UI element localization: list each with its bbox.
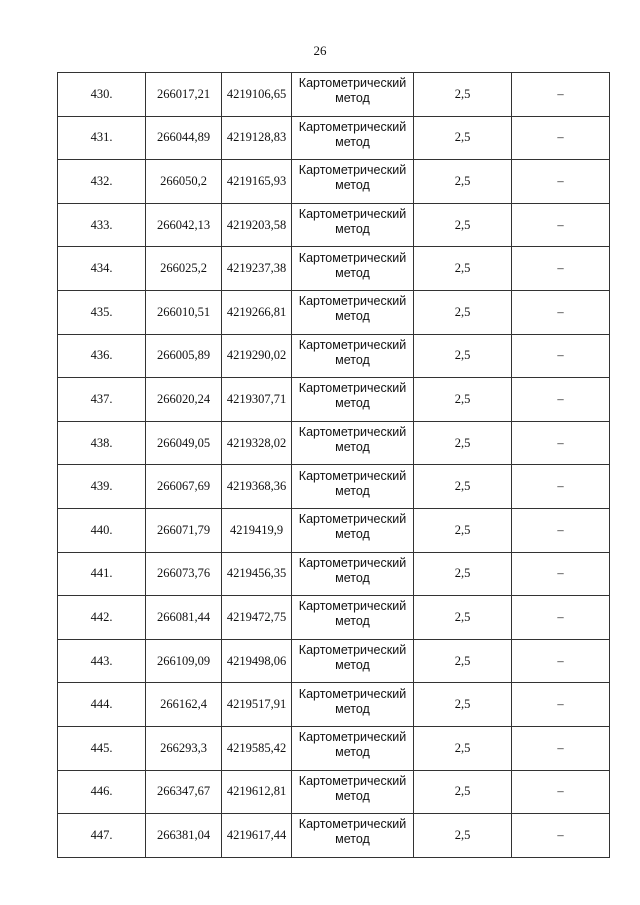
x-coordinate: 266347,67 [146,770,222,814]
table-row [58,683,610,727]
accuracy-value: 2,5 [414,726,512,770]
accuracy-value: 2,5 [414,290,512,334]
determination-method [292,596,414,640]
point-number: 441. [58,552,146,596]
y-coordinate: 4219617,44 [222,814,292,858]
method-line-2: метод [335,309,370,324]
y-coordinate: 4219456,35 [222,552,292,596]
x-coordinate: 266067,69 [146,465,222,509]
determination-method [292,247,414,291]
accuracy-value: 2,5 [414,552,512,596]
accuracy-value: 2,5 [414,160,512,204]
point-number: 439. [58,465,146,509]
coordinates-table [57,72,610,858]
method-line-1: Картометрический [298,381,407,396]
method-line-1: Картометрический [298,643,407,658]
accuracy-value: 2,5 [414,683,512,727]
accuracy-value: 2,5 [414,73,512,117]
y-coordinate: 4219419,9 [222,508,292,552]
accuracy-value: 2,5 [414,508,512,552]
y-coordinate: 4219498,06 [222,639,292,683]
point-number: 447. [58,814,146,858]
y-coordinate: 4219266,81 [222,290,292,334]
point-number: 437. [58,378,146,422]
accuracy-value: 2,5 [414,596,512,640]
x-coordinate: 266020,24 [146,378,222,422]
table-row [58,290,610,334]
note-value: – [512,334,610,378]
table-row [58,247,610,291]
accuracy-value: 2,5 [414,814,512,858]
x-coordinate: 266162,4 [146,683,222,727]
method-line-2: метод [335,527,370,542]
determination-method [292,116,414,160]
method-line-1: Картометрический [298,773,407,788]
note-value: – [512,552,610,596]
method-line-1: Картометрический [298,294,407,309]
method-line-1: Картометрический [298,686,407,701]
x-coordinate: 266071,79 [146,508,222,552]
table-row [58,203,610,247]
point-number: 430. [58,73,146,117]
x-coordinate: 266081,44 [146,596,222,640]
note-value: – [512,378,610,422]
table-row [58,552,610,596]
determination-method [292,726,414,770]
method-line-2: метод [335,178,370,193]
table-row [58,465,610,509]
method-line-2: метод [335,222,370,237]
y-coordinate: 4219517,91 [222,683,292,727]
x-coordinate: 266010,51 [146,290,222,334]
method-line-1: Картометрический [298,425,407,440]
method-line-2: метод [335,614,370,629]
point-number: 446. [58,770,146,814]
point-number: 432. [58,160,146,204]
method-line-1: Картометрический [298,512,407,527]
method-line-2: метод [335,396,370,411]
x-coordinate: 266005,89 [146,334,222,378]
method-line-1: Картометрический [298,555,407,570]
method-line-2: метод [335,483,370,498]
y-coordinate: 4219307,71 [222,378,292,422]
table-row [58,116,610,160]
y-coordinate: 4219328,02 [222,421,292,465]
note-value: – [512,814,610,858]
x-coordinate: 266025,2 [146,247,222,291]
x-coordinate: 266073,76 [146,552,222,596]
note-value: – [512,683,610,727]
method-line-2: метод [335,788,370,803]
method-line-1: Картометрический [298,250,407,265]
x-coordinate: 266293,3 [146,726,222,770]
method-line-1: Картометрический [298,468,407,483]
determination-method [292,290,414,334]
coordinates-table-body [58,73,610,858]
y-coordinate: 4219290,02 [222,334,292,378]
method-line-2: метод [335,134,370,149]
x-coordinate: 266381,04 [146,814,222,858]
table-row [58,770,610,814]
note-value: – [512,508,610,552]
determination-method [292,552,414,596]
x-coordinate: 266044,89 [146,116,222,160]
note-value: – [512,73,610,117]
table-row [58,726,610,770]
method-line-2: метод [335,265,370,280]
note-value: – [512,726,610,770]
determination-method [292,639,414,683]
determination-method [292,160,414,204]
point-number: 433. [58,203,146,247]
x-coordinate: 266042,13 [146,203,222,247]
note-value: – [512,770,610,814]
point-number: 440. [58,508,146,552]
y-coordinate: 4219237,38 [222,247,292,291]
y-coordinate: 4219203,58 [222,203,292,247]
note-value: – [512,465,610,509]
x-coordinate: 266050,2 [146,160,222,204]
accuracy-value: 2,5 [414,116,512,160]
table-row [58,421,610,465]
point-number: 444. [58,683,146,727]
determination-method [292,73,414,117]
accuracy-value: 2,5 [414,421,512,465]
point-number: 434. [58,247,146,291]
x-coordinate: 266017,21 [146,73,222,117]
table-row [58,639,610,683]
point-number: 435. [58,290,146,334]
y-coordinate: 4219165,93 [222,160,292,204]
note-value: – [512,290,610,334]
method-line-2: метод [335,832,370,847]
point-number: 438. [58,421,146,465]
method-line-1: Картометрический [298,76,407,91]
point-number: 443. [58,639,146,683]
method-line-2: метод [335,570,370,585]
table-row [58,508,610,552]
determination-method [292,334,414,378]
y-coordinate: 4219472,75 [222,596,292,640]
method-line-2: метод [335,440,370,455]
accuracy-value: 2,5 [414,378,512,422]
note-value: – [512,421,610,465]
page-number: 26 [313,43,327,58]
accuracy-value: 2,5 [414,465,512,509]
point-number: 445. [58,726,146,770]
method-line-2: метод [335,701,370,716]
method-line-2: метод [335,91,370,106]
accuracy-value: 2,5 [414,247,512,291]
table-row [58,73,610,117]
accuracy-value: 2,5 [414,639,512,683]
note-value: – [512,596,610,640]
y-coordinate: 4219612,81 [222,770,292,814]
table-row [58,596,610,640]
method-line-2: метод [335,658,370,673]
point-number: 442. [58,596,146,640]
determination-method [292,814,414,858]
accuracy-value: 2,5 [414,334,512,378]
determination-method [292,508,414,552]
method-line-1: Картометрический [298,163,407,178]
y-coordinate: 4219368,36 [222,465,292,509]
y-coordinate: 4219585,42 [222,726,292,770]
method-line-1: Картометрический [298,207,407,222]
y-coordinate: 4219128,83 [222,116,292,160]
table-row [58,378,610,422]
table-row [58,334,610,378]
determination-method [292,203,414,247]
accuracy-value: 2,5 [414,770,512,814]
method-line-1: Картометрический [298,730,407,745]
determination-method [292,378,414,422]
determination-method [292,683,414,727]
determination-method [292,421,414,465]
x-coordinate: 266049,05 [146,421,222,465]
method-line-1: Картометрический [298,119,407,134]
note-value: – [512,116,610,160]
method-line-2: метод [335,745,370,760]
method-line-2: метод [335,352,370,367]
y-coordinate: 4219106,65 [222,73,292,117]
table-row [58,160,610,204]
method-line-1: Картометрический [298,337,407,352]
x-coordinate: 266109,09 [146,639,222,683]
method-line-1: Картометрический [298,817,407,832]
point-number: 431. [58,116,146,160]
point-number: 436. [58,334,146,378]
accuracy-value: 2,5 [414,203,512,247]
note-value: – [512,203,610,247]
table-row [58,814,610,858]
note-value: – [512,160,610,204]
determination-method [292,465,414,509]
determination-method [292,770,414,814]
method-line-1: Картометрический [298,599,407,614]
note-value: – [512,639,610,683]
note-value: – [512,247,610,291]
